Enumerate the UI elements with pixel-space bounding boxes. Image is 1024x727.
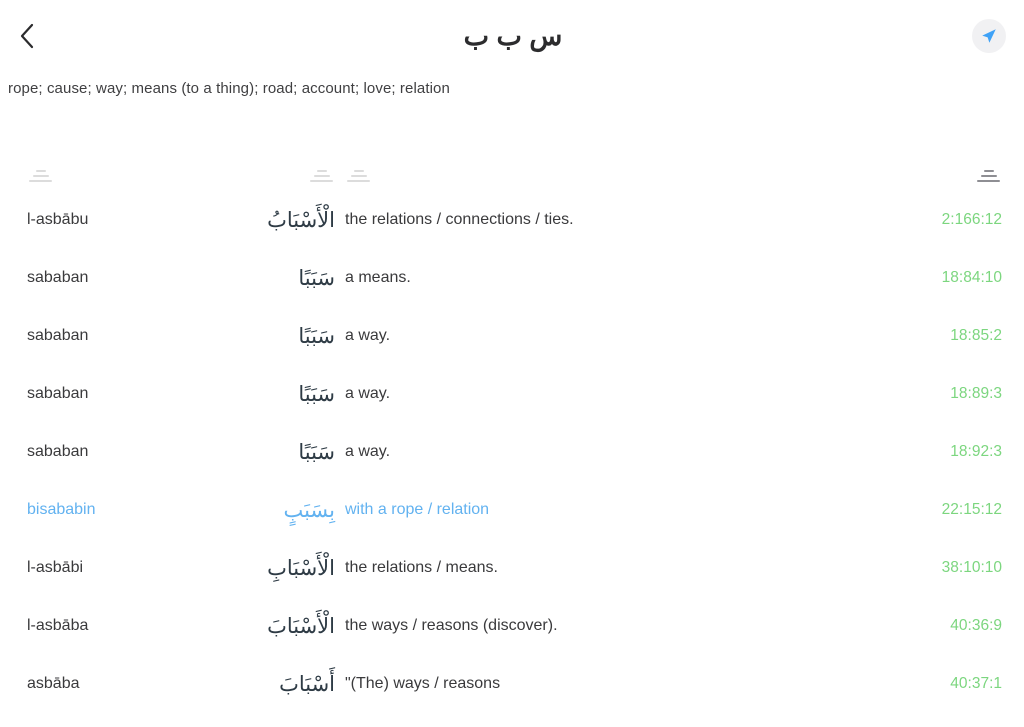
meaning-text: a way.	[345, 327, 391, 344]
sort-icon-transliteration[interactable]	[27, 168, 54, 184]
transliteration: sababan	[27, 385, 89, 402]
table-row[interactable]	[0, 655, 1024, 713]
verse-reference[interactable]: 40:36:9	[950, 617, 1002, 634]
meaning-text: the ways / reasons (discover).	[345, 617, 558, 634]
meaning-text: with a rope / relation	[345, 501, 490, 518]
transliteration: bisababin	[27, 501, 96, 518]
verse-reference[interactable]: 40:37:1	[950, 675, 1002, 692]
verse-reference[interactable]: 18:89:3	[950, 385, 1002, 402]
arabic-word: الْأَسْبَابَ	[267, 614, 335, 638]
sort-icon-reference[interactable]	[975, 168, 1002, 184]
verse-reference[interactable]: 18:84:10	[941, 269, 1002, 286]
table-row[interactable]	[0, 481, 1024, 539]
sort-icon-meaning[interactable]	[345, 168, 372, 184]
transliteration: asbāba	[27, 675, 80, 692]
verse-reference[interactable]: 18:92:3	[950, 443, 1002, 460]
location-arrow-button[interactable]	[972, 19, 1006, 53]
meaning-text: a way.	[345, 443, 391, 460]
table-row[interactable]	[0, 423, 1024, 481]
table-row[interactable]	[0, 249, 1024, 307]
meaning-text: the relations / connections / ties.	[345, 211, 574, 228]
verse-reference[interactable]: 38:10:10	[941, 559, 1002, 576]
occurrence-table	[0, 191, 1024, 713]
table-row[interactable]	[0, 365, 1024, 423]
arabic-word: سَبَبًا	[298, 440, 335, 464]
transliteration: sababan	[27, 443, 89, 460]
transliteration: sababan	[27, 269, 89, 286]
table-header	[0, 155, 1024, 191]
arabic-word: سَبَبًا	[298, 382, 335, 406]
arabic-word: الْأَسْبَابُ	[267, 208, 335, 232]
arabic-word: أَسْبَابَ	[279, 672, 335, 696]
meaning-text: a way.	[345, 385, 391, 402]
arabic-word: بِسَبَبٍ	[283, 498, 335, 522]
sort-icon-arabic-word[interactable]	[308, 168, 335, 184]
transliteration: l-asbāba	[27, 617, 89, 634]
transliteration: sababan	[27, 327, 89, 344]
transliteration: l-asbābi	[27, 559, 84, 576]
arabic-word: سَبَبًا	[298, 324, 335, 348]
verse-reference[interactable]: 22:15:12	[941, 501, 1002, 518]
meaning-text: a means.	[345, 269, 411, 286]
meaning-text: "(The) ways / reasons	[345, 675, 501, 692]
location-arrow-icon	[980, 27, 998, 45]
table-row[interactable]	[0, 307, 1024, 365]
table-row[interactable]	[0, 539, 1024, 597]
back-button[interactable]	[18, 19, 54, 53]
page-title: س ب ب	[463, 20, 563, 51]
meaning-text: the relations / means.	[345, 559, 498, 576]
verse-reference[interactable]: 18:85:2	[950, 327, 1002, 344]
arabic-word: الْأَسْبَابِ	[267, 556, 335, 580]
arabic-word: سَبَبًا	[298, 266, 335, 290]
header	[0, 0, 1024, 58]
verse-reference[interactable]: 2:166:12	[941, 211, 1002, 228]
table-row[interactable]	[0, 191, 1024, 249]
root-meanings: rope; cause; way; means (to a thing); road; account; love; relation	[8, 80, 450, 97]
chevron-left-icon	[18, 22, 36, 50]
table-row[interactable]	[0, 597, 1024, 655]
transliteration: l-asbābu	[27, 211, 89, 228]
